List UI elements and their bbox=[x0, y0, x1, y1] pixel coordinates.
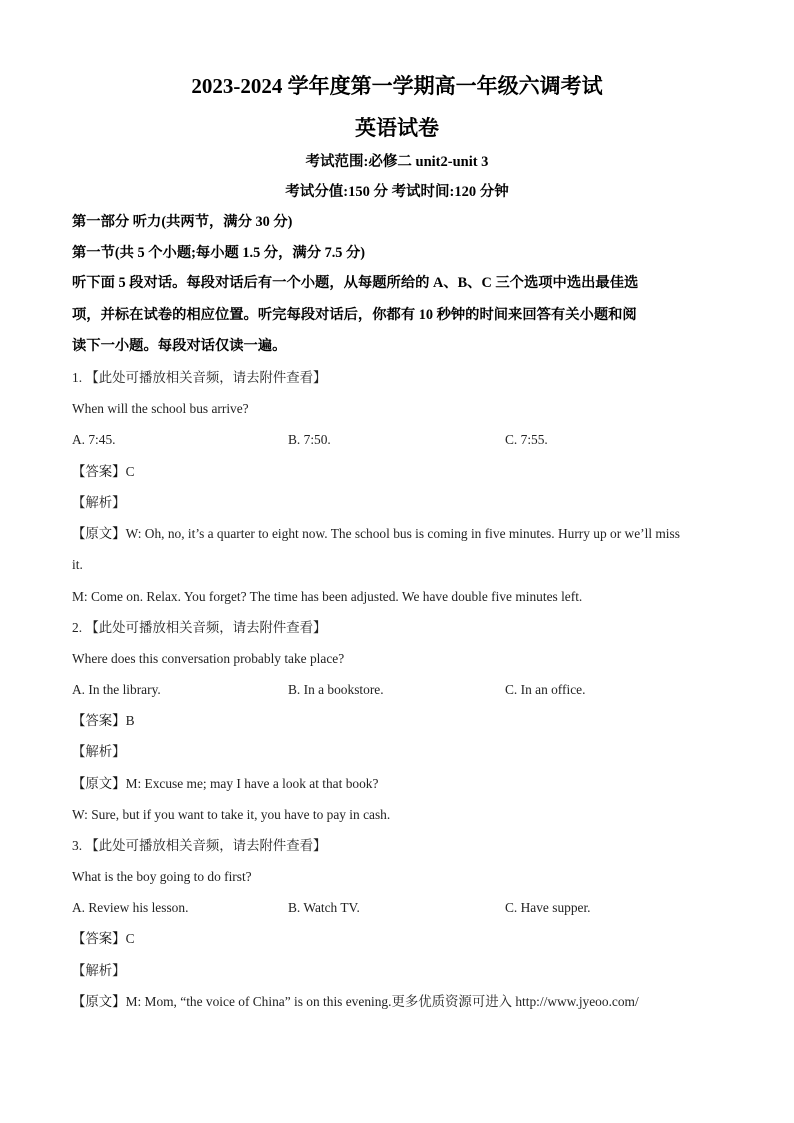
question-3-analysis: 【解析】 bbox=[72, 963, 126, 978]
instruction-line: 读下一小题。每段对话仅读一遍。 bbox=[72, 338, 287, 354]
answer-value: C bbox=[125, 464, 135, 479]
question-3-option-a: A. Review his lesson. bbox=[72, 900, 189, 915]
question-1-option-a: A. 7:45. bbox=[72, 432, 116, 447]
answer-value: C bbox=[125, 931, 135, 946]
question-2-transcript bbox=[72, 774, 722, 794]
question-1-number: 1. 【此处可播放相关音频，请去附件查看】 bbox=[72, 370, 327, 385]
transcript-line: M: Come on. Relax. You forget? The time has been adjusted. We have double five minutes left. bbox=[72, 589, 583, 604]
question-2-option-c: C. In an office. bbox=[505, 682, 586, 697]
question-2-option-a: A. In the library. bbox=[72, 682, 161, 697]
transcript-label: 【原文】 bbox=[72, 994, 126, 1009]
question-2-text: Where does this conversation probably take place? bbox=[72, 651, 345, 666]
answer-label: 【答案】 bbox=[72, 931, 126, 946]
transcript-line: W: Sure, but if you want to take it, you have to pay in cash. bbox=[72, 807, 391, 822]
instructions bbox=[72, 268, 722, 363]
question-1-transcript bbox=[72, 524, 722, 544]
transcript-line: W: Oh, no, it’s a quarter to eight now. The school bus is coming in five minutes. Hurry up or we’ll miss bbox=[125, 526, 680, 541]
answer-label: 【答案】 bbox=[72, 464, 126, 479]
instruction-line: 项，并标在试卷的相应位置。听完每段对话后，你都有 10 秒钟的时间来回答有关小题和阅 bbox=[72, 306, 637, 323]
question-2-option-b: B. In a bookstore. bbox=[288, 682, 384, 697]
subsection-heading: 第一节(共 5 个小题;每小题 1.5 分，满分 7.5 分) bbox=[72, 245, 366, 261]
question-3-option-c: C. Have supper. bbox=[505, 900, 591, 915]
question-1-option-c: C. 7:55. bbox=[505, 432, 548, 447]
exam-scope: 考试范围:必修二 unit2-unit 3 bbox=[305, 154, 489, 170]
question-2-answer bbox=[72, 711, 722, 731]
question-3-text: What is the boy going to do first? bbox=[72, 869, 252, 884]
transcript-line: it. bbox=[72, 557, 83, 572]
question-3-number: 3. 【此处可播放相关音频，请去附件查看】 bbox=[72, 838, 327, 853]
transcript-line: M: Mom, “the voice of China” is on this evening.更多优质资源可进入 http://www.jyeoo.com/ bbox=[125, 994, 639, 1009]
exam-subject: 英语试卷 bbox=[355, 116, 439, 140]
question-2-number: 2. 【此处可播放相关音频，请去附件查看】 bbox=[72, 620, 327, 635]
question-1-analysis: 【解析】 bbox=[72, 495, 126, 510]
question-3-answer bbox=[72, 929, 722, 949]
transcript-label: 【原文】 bbox=[72, 776, 126, 791]
answer-value: B bbox=[125, 713, 135, 728]
question-1-text: When will the school bus arrive? bbox=[72, 401, 249, 416]
transcript-line: M: Excuse me; may I have a look at that book? bbox=[125, 776, 379, 791]
instruction-line: 听下面 5 段对话。每段对话后有一个小题，从每题所给的 A、B、C 三个选项中选出最佳选 bbox=[72, 275, 639, 291]
transcript-label: 【原文】 bbox=[72, 526, 126, 541]
question-3-transcript bbox=[72, 992, 722, 1012]
exam-score-time: 考试分值:150 分 考试时间:120 分钟 bbox=[285, 184, 509, 200]
question-1-answer bbox=[72, 462, 722, 482]
exam-title: 2023-2024 学年度第一学期高一年级六调考试 bbox=[191, 74, 603, 98]
answer-label: 【答案】 bbox=[72, 713, 126, 728]
question-3-option-b: B. Watch TV. bbox=[288, 900, 360, 915]
question-1-option-b: B. 7:50. bbox=[288, 432, 331, 447]
part-heading: 第一部分 听力(共两节，满分 30 分) bbox=[72, 214, 293, 230]
question-2-analysis: 【解析】 bbox=[72, 744, 126, 759]
